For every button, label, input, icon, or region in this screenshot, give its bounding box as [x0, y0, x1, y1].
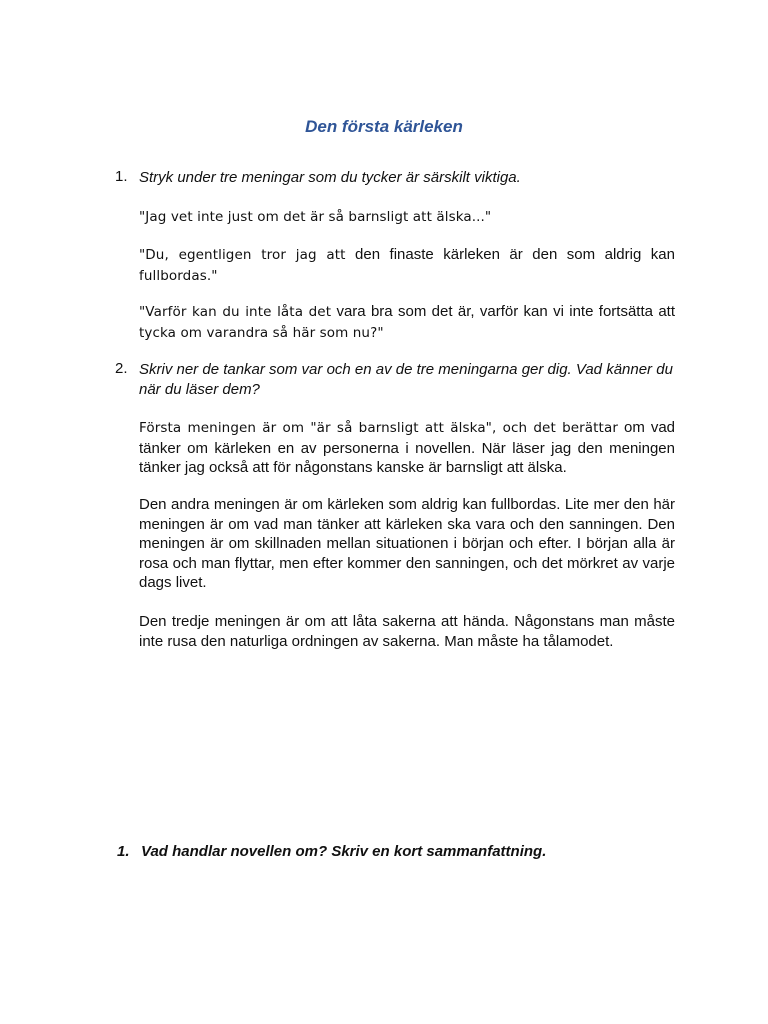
answer-paragraph-2: Den andra meningen är om kärleken som aldrig kan fullbordas. Lite mer den här meningen är om vad man tänker att kärleken ska vara och den sanningen. Den meningen är om skillnaden mellan situationen i början och efter. I början alla är rosa och man flyttar, men efter kommer den sanningen, och det mörkret av varje dags livet. — [139, 496, 675, 591]
quote-text-part: vara bra som det är, varför kan vi inte fortsätta att — [331, 303, 675, 320]
answer-text-part: om vad tänker om kärleken en av personerna i novellen. När läser jag den meningen tänker jag också att för någonstans kanske är barnsligt att älska. — [139, 419, 676, 476]
quote-text-part: fullbordas." — [139, 267, 218, 284]
quote-text-part: tycka om varandra så här som nu?" — [139, 324, 384, 341]
question-3 — [117, 843, 546, 860]
quote-2 — [139, 245, 675, 286]
question-text: Stryk under tre meningar som du tycker är särskilt viktiga. — [139, 169, 521, 186]
answer-paragraph-1 — [139, 418, 675, 478]
question-2 — [115, 360, 675, 400]
question-number: 2. — [115, 360, 128, 377]
question-text: Vad handlar novellen om? Skriv en kort sammanfattning. — [141, 843, 547, 860]
quote-3 — [139, 302, 675, 343]
answer-paragraph-3: Den tredje meningen är om att låta sakerna att hända. Någonstans man måste inte rusa den naturliga ordningen av sakerna. Man måste ha tålamodet. — [139, 613, 675, 650]
quote-text: "Jag vet inte just om det är så barnsligt att älska..." — [139, 209, 492, 225]
quote-text-part: "Varför kan du inte låta det — [139, 304, 332, 320]
question-number: 1. — [115, 168, 128, 185]
document-title: Den första kärleken — [305, 117, 463, 136]
quote-text-part: "Du, egentligen tror jag att — [139, 247, 346, 263]
question-number: 1. — [117, 843, 130, 860]
question-text: Skriv ner de tankar som var och en av de tre meningarna ger dig. Vad känner du när du läser dem? — [139, 361, 673, 398]
quote-1 — [139, 207, 675, 228]
answer-text-part: Första meningen är om "är så barnsligt att älska", och det berättar — [139, 420, 618, 436]
quote-text-part: den finaste kärleken är den som aldrig kan — [345, 246, 675, 263]
question-1 — [115, 168, 675, 188]
